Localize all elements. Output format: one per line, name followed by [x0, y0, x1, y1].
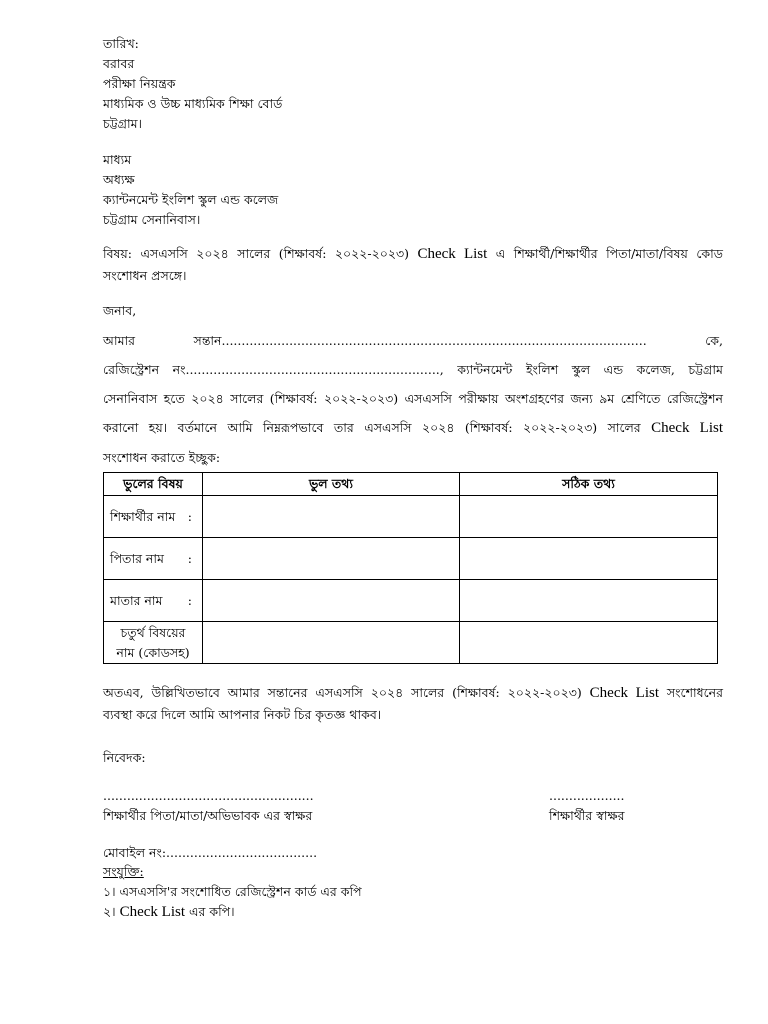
row-label: শিক্ষার্থীর নাম [110, 508, 176, 524]
via-line: মাধ্যম [103, 152, 132, 167]
table-row [104, 496, 718, 538]
correction-table [103, 472, 718, 664]
signature-label: শিক্ষার্থীর স্বাক্ষর [549, 808, 625, 823]
closing-line-2: ব্যবস্থা করে দিলে আমি আপনার নিকট চির কৃতজ্ঞ থাকব। [103, 707, 382, 722]
attachments [103, 862, 723, 922]
closing-line-1: অতএব, উল্লিখিতভাবে আমার সন্তানের এসএসসি ২০২৪ সালের (শিক্ষাবর্ষ: ২০২২-২০২৩) Check List সংশোধনের [103, 685, 723, 701]
subject [103, 243, 723, 287]
row-label-cell: মাতার নাম : [104, 580, 203, 622]
wrong-info-cell[interactable] [203, 496, 460, 538]
via-line: অধ্যক্ষ [103, 172, 135, 187]
body-line-4: করানো হয়। বর্তমানে আমি নিম্নরূপভাবে তার এসএসসি ২০২৪ (শিক্ষাবর্ষ: ২০২২-২০২৩) সালের Check List [103, 420, 723, 436]
row-label: মাতার নাম [110, 592, 163, 608]
table-row [104, 538, 718, 580]
column-header: ভুলের বিষয় [104, 473, 203, 496]
body-line-3: সেনানিবাস হতে ২০২৪ সালের (শিক্ষাবর্ষ: ২০২২-২০২৩) এসএসসি পরীক্ষায় অংশগ্রহণের জন্য ৯ম শ্রেণিতে রেজিস্ট্রেশন [103, 391, 723, 406]
correct-info-cell[interactable] [460, 538, 718, 580]
salutation: জনাব, [103, 303, 137, 318]
via-line: চট্টগ্রাম সেনানিবাস। [103, 212, 201, 227]
address-line: পরীক্ষা নিয়ন্ত্রক [103, 76, 176, 91]
row-label: নাম (কোডসহ) [116, 644, 190, 660]
body-line-1: আমার সন্তান........................................................................................................... কে, [103, 333, 723, 348]
closing-paragraph [103, 682, 723, 726]
body-paragraph [103, 326, 723, 472]
signature-dots: ..................................................... [103, 788, 314, 803]
address-line: চট্টগ্রাম। [103, 116, 143, 131]
table-row [104, 622, 718, 664]
attachment-item: ২। Check List এর কপি। [103, 904, 235, 920]
date-label: তারিখ: [103, 36, 139, 51]
row-label-cell: পিতার নাম : [104, 538, 203, 580]
row-label-cell: শিক্ষার্থীর নাম : [104, 496, 203, 538]
via-address [103, 150, 723, 230]
row-label: পিতার নাম [110, 550, 164, 566]
body-line-2: রেজিস্ট্রেশন নং................................................................, ক্যান্টনমেন্ট ইংলিশ স্কুল এন্ড কলেজ, চট্টগ্রাম [103, 362, 723, 377]
recipient-address [103, 54, 723, 134]
subject-line-1: বিষয়: এসএসসি ২০২৪ সালের (শিক্ষাবর্ষ: ২০২২-২০২৩) Check List এ শিক্ষার্থী/শিক্ষার্থীর পিতা/মাতা/বিষয় কোড [103, 246, 723, 262]
date-line [103, 34, 723, 54]
applicant-label: নিবেদক: [103, 750, 146, 765]
correct-info-cell[interactable] [460, 622, 718, 664]
address-line: বরাবর [103, 56, 135, 71]
attachments-heading: সংযুক্তি: [103, 864, 144, 879]
row-label-cell [104, 622, 203, 664]
via-line: ক্যান্টনমেন্ট ইংলিশ স্কুল এন্ড কলেজ [103, 192, 279, 207]
signature-dots: ................... [549, 788, 625, 803]
student-signature [549, 786, 625, 826]
wrong-info-cell[interactable] [203, 580, 460, 622]
column-header: সঠিক তথ্য [460, 473, 718, 496]
column-header: ভুল তথ্য [203, 473, 460, 496]
mobile-number: মোবাইল নং:...................................... [103, 845, 318, 860]
correct-info-cell[interactable] [460, 580, 718, 622]
address-line: মাধ্যমিক ও উচ্চ মাধ্যমিক শিক্ষা বোর্ড [103, 96, 283, 111]
body-line-5: সংশোধন করাতে ইচ্ছুক: [103, 450, 221, 465]
correct-info-cell[interactable] [460, 496, 718, 538]
table-row [104, 580, 718, 622]
signature-label: শিক্ষার্থীর পিতা/মাতা/অভিভাবক এর স্বাক্ষর [103, 808, 313, 823]
row-label: চতুর্থ বিষয়ের [120, 624, 186, 640]
table-header-row [104, 473, 718, 496]
attachment-item: ১। এসএসসি'র সংশোধিত রেজিস্ট্রেশন কার্ড এর কপি [103, 884, 362, 899]
guardian-signature [103, 786, 314, 826]
subject-line-2: সংশোধন প্রসঙ্গে। [103, 268, 187, 283]
wrong-info-cell[interactable] [203, 538, 460, 580]
wrong-info-cell[interactable] [203, 622, 460, 664]
